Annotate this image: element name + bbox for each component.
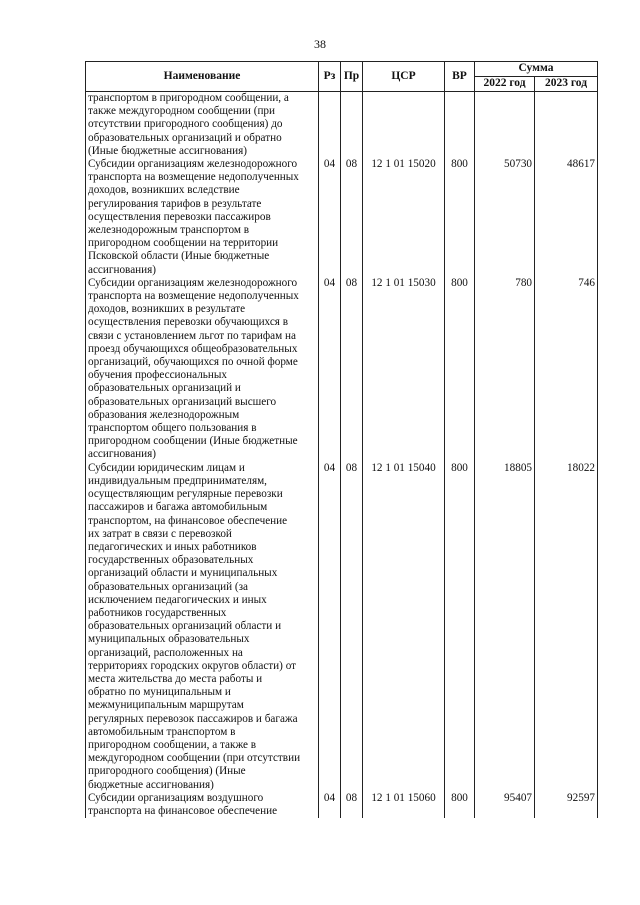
row-rz-cell: 04 xyxy=(319,277,341,462)
row-name-line: транспортом в пригородном сообщении, а xyxy=(88,92,289,104)
table-body xyxy=(86,92,598,819)
table-row xyxy=(86,792,598,818)
row-name-line: регулярных перевозок пассажиров и багажа xyxy=(88,712,298,725)
row-vr-cell: 800 xyxy=(445,277,475,462)
table-row xyxy=(86,277,598,462)
row-vr-cell xyxy=(445,92,475,159)
table-row xyxy=(86,462,598,792)
row-name-line: бюджетные ассигнования) xyxy=(88,778,214,791)
row-csr-cell: 12 1 01 15030 xyxy=(363,277,445,462)
row-sum-2023-cell xyxy=(535,92,598,159)
row-name-line: регулирования тарифов в результате xyxy=(88,197,262,210)
row-pr-cell: 08 xyxy=(341,277,363,462)
row-name-line: образовательных организаций (за xyxy=(88,580,249,593)
row-sum-2023-cell: 48617 xyxy=(535,158,598,277)
row-name-line: транспорта на возмещение недополученных xyxy=(88,171,299,184)
row-name-line: пригородном сообщении на территории xyxy=(88,237,279,250)
row-name-line: транспортом, на финансовое обеспечение xyxy=(88,514,288,527)
row-sum-2022-cell: 95407 xyxy=(475,792,535,818)
header-csr: ЦСР xyxy=(363,62,445,92)
row-name-line: ассигнования) xyxy=(88,448,156,461)
row-sum-2022-cell: 18805 xyxy=(475,462,535,792)
row-name-line: транспорта на возмещение недополученных xyxy=(88,290,299,303)
table-row xyxy=(86,92,598,159)
row-csr-cell: 12 1 01 15060 xyxy=(363,792,445,818)
header-vr: ВР xyxy=(445,62,475,92)
row-name-line: пригородного сообщения) (Иные xyxy=(88,765,246,778)
row-name-cell xyxy=(86,792,319,818)
row-name-line: транспортом общего пользования в xyxy=(88,422,257,435)
row-rz-cell xyxy=(319,92,341,159)
row-name-line: образовательных организаций и xyxy=(88,382,241,395)
row-csr-cell xyxy=(363,92,445,159)
row-rz-cell: 04 xyxy=(319,792,341,818)
row-name-line: ассигнования) xyxy=(88,263,156,276)
row-name-cell xyxy=(86,277,319,462)
header-pr: Пр xyxy=(341,62,363,92)
row-name-line: образования железнодорожным xyxy=(88,408,240,421)
row-name-line: междугородном сообщении (при отсутствии xyxy=(88,752,301,765)
row-name-line: проезд обучающихся общеобразовательных xyxy=(88,342,298,355)
row-name-line: Субсидии организациям железнодорожного xyxy=(88,276,298,289)
row-pr-cell: 08 xyxy=(341,158,363,277)
row-pr-cell: 08 xyxy=(341,792,363,818)
row-name-line: пригородном сообщении (Иные бюджетные xyxy=(88,435,298,448)
page-number: 38 xyxy=(314,37,326,51)
row-sum-2022-cell: 780 xyxy=(475,277,535,462)
row-name-line: также междугородном сообщении (при xyxy=(88,105,276,118)
row-csr-cell: 12 1 01 15020 xyxy=(363,158,445,277)
row-rz-cell: 04 xyxy=(319,462,341,792)
row-sum-2023-cell: 92597 xyxy=(535,792,598,818)
row-name-line: доходов, возникших вследствие xyxy=(88,184,240,197)
row-name-line: индивидуальным предпринимателям, xyxy=(88,474,267,487)
row-name-line: обучения профессиональных xyxy=(88,369,227,382)
header-sum: Сумма xyxy=(475,62,598,77)
row-name-line: организаций, расположенных на xyxy=(88,646,243,659)
row-name-line: исключением педагогических и иных xyxy=(88,593,267,606)
header-year-2023: 2023 год xyxy=(535,77,598,92)
row-sum-2023-cell: 18022 xyxy=(535,462,598,792)
row-name-line: отсутствии пригородного сообщения) до xyxy=(88,118,283,131)
row-name-line: государственных образовательных xyxy=(88,554,254,567)
table-row xyxy=(86,158,598,277)
header-year-2022: 2022 год xyxy=(475,77,535,92)
row-name-line: Субсидии организациям железнодорожного xyxy=(88,158,298,171)
row-rz-cell: 04 xyxy=(319,158,341,277)
row-name-cell xyxy=(86,158,319,277)
row-name-line: связи с установлением льгот по тарифам на xyxy=(88,329,296,342)
row-name-line: образовательных организаций и обратно xyxy=(88,131,282,144)
row-name-line: осуществления перевозки пассажиров xyxy=(88,210,271,223)
row-vr-cell: 800 xyxy=(445,462,475,792)
row-name-line: Субсидии организациям воздушного xyxy=(88,791,264,804)
row-name-line: территориях городских округов области) от xyxy=(88,659,297,672)
header-rz: Рз xyxy=(319,62,341,92)
row-name-line: доходов, возникших в результате xyxy=(88,303,246,316)
row-name-line: обратно по муниципальным и xyxy=(88,686,231,699)
row-name-line: Псковской области (Иные бюджетные xyxy=(88,250,270,263)
row-sum-2022-cell xyxy=(475,92,535,159)
row-name-line: железнодорожным транспортом в xyxy=(88,224,250,237)
row-name-line: транспорта на финансовое обеспечение xyxy=(88,804,278,817)
row-name-line: образовательных организаций высшего xyxy=(88,395,277,408)
row-vr-cell: 800 xyxy=(445,792,475,818)
row-name-line: пригородном сообщении, а также в xyxy=(88,738,257,751)
row-name-cell xyxy=(86,462,319,792)
row-name-line: осуществляющим регулярные перевозки xyxy=(88,488,283,501)
row-name-line: места жительства до места работы и xyxy=(88,672,263,685)
row-csr-cell: 12 1 01 15040 xyxy=(363,462,445,792)
row-name-line: педагогических и иных работников xyxy=(88,540,257,553)
row-pr-cell: 08 xyxy=(341,462,363,792)
row-name-cell xyxy=(86,92,319,159)
header-name: Наименование xyxy=(86,62,319,92)
row-name-line: межмуниципальным маршрутам xyxy=(88,699,244,712)
row-name-line: работников государственных xyxy=(88,606,227,619)
row-name-line: Субсидии юридическим лицам и xyxy=(88,461,245,474)
row-vr-cell: 800 xyxy=(445,158,475,277)
row-name-line: автомобильным транспортом в xyxy=(88,725,236,738)
row-name-line: образовательных организаций области и xyxy=(88,620,282,633)
row-name-line: муниципальных образовательных xyxy=(88,633,250,646)
row-name-line: осуществления перевозки обучающихся в xyxy=(88,316,289,329)
row-name-line: организаций области и муниципальных xyxy=(88,567,278,580)
row-name-line: (Иные бюджетные ассигнования) xyxy=(88,144,247,157)
row-name-line: организаций, обучающихся по очной форме xyxy=(88,356,298,369)
row-sum-2022-cell: 50730 xyxy=(475,158,535,277)
row-pr-cell xyxy=(341,92,363,159)
row-sum-2023-cell: 746 xyxy=(535,277,598,462)
budget-table xyxy=(85,61,598,818)
row-name-line: пассажиров и багажа автомобильным xyxy=(88,501,268,514)
row-name-line: их затрат в связи с перевозкой xyxy=(88,527,232,540)
